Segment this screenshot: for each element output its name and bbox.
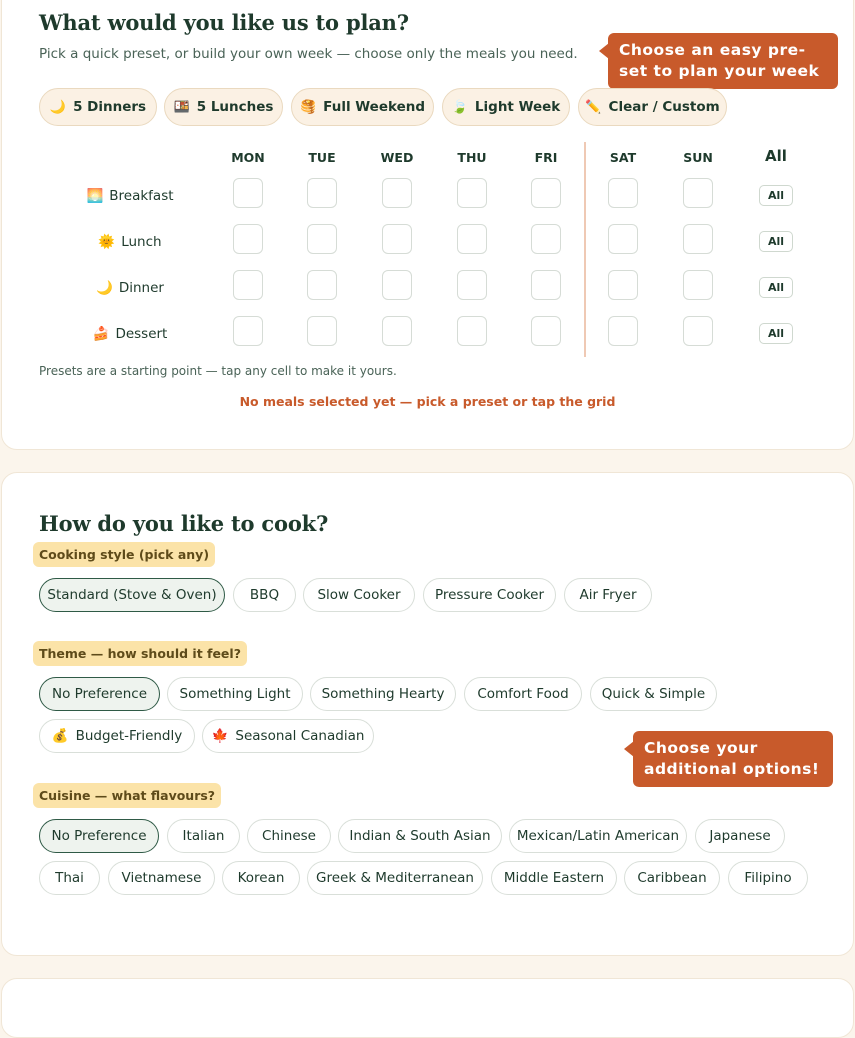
- cuisine-indian-south-asian[interactable]: Indian & South Asian: [338, 819, 502, 853]
- grid-cell-dinner-mon[interactable]: [233, 270, 263, 300]
- grid-cell-dinner-thu[interactable]: [457, 270, 487, 300]
- grid-cell-lunch-tue[interactable]: [307, 224, 337, 254]
- grid-cell-dinner-sun[interactable]: [683, 270, 713, 300]
- pencil-icon: ✏️: [585, 99, 602, 115]
- grid-cell-dessert-sun[interactable]: [683, 316, 713, 346]
- meal-label: Breakfast: [109, 188, 174, 204]
- plan-title: What would you like us to plan?: [39, 10, 409, 35]
- leaf-icon: 🍃: [451, 99, 468, 115]
- money-bag-icon: 💰: [51, 728, 69, 744]
- day-header-sat: SAT: [609, 150, 637, 165]
- preset-light-week[interactable]: [442, 88, 570, 126]
- cuisine-label: Cuisine — what flavours?: [33, 783, 221, 808]
- theme-something-hearty[interactable]: [310, 677, 456, 711]
- theme-something-light[interactable]: [167, 677, 303, 711]
- preset-5-lunches[interactable]: [164, 88, 283, 126]
- cuisine-filipino[interactable]: Filipino: [728, 861, 808, 895]
- preset-label: 5 Dinners: [73, 99, 147, 115]
- style-air-fryer[interactable]: Air Fryer: [564, 578, 652, 612]
- meal-label: Dessert: [115, 326, 168, 342]
- grid-cell-dessert-sat[interactable]: [608, 316, 638, 346]
- theme-budget-friendly[interactable]: [39, 719, 195, 753]
- grid-cell-lunch-sun[interactable]: [683, 224, 713, 254]
- cooking-style-label: Cooking style (pick any): [33, 542, 215, 567]
- day-header-thu: THU: [457, 150, 487, 165]
- grid-cell-breakfast-sun[interactable]: [683, 178, 713, 208]
- pancakes-icon: 🥞: [299, 99, 317, 115]
- day-header-mon: MON: [231, 150, 265, 165]
- grid-cell-dinner-fri[interactable]: [531, 270, 561, 300]
- grid-cell-breakfast-tue[interactable]: [307, 178, 337, 208]
- meal-row-lunch: [60, 234, 200, 250]
- plan-subtitle: Pick a quick preset, or build your own week — choose only the meals you need.: [39, 46, 578, 62]
- grid-cell-dessert-thu[interactable]: [457, 316, 487, 346]
- cuisine-japanese[interactable]: Japanese: [695, 819, 785, 853]
- grid-cell-dessert-wed[interactable]: [382, 316, 412, 346]
- preset-full-weekend[interactable]: [291, 88, 434, 126]
- cuisine-thai[interactable]: Thai: [39, 861, 100, 895]
- day-header-tue: TUE: [308, 150, 336, 165]
- preset-callout-text: Choose an easy pre-set to plan your week: [619, 41, 820, 80]
- weekend-divider: [584, 142, 586, 357]
- grid-cell-dinner-sat[interactable]: [608, 270, 638, 300]
- preset-callout: [608, 33, 838, 89]
- cuisine-korean[interactable]: Korean: [222, 861, 300, 895]
- cook-title: How do you like to cook?: [39, 511, 329, 536]
- theme-no-preference[interactable]: [39, 677, 160, 711]
- theme-seasonal-canadian[interactable]: [202, 719, 374, 753]
- day-header-sun: SUN: [683, 150, 713, 165]
- preset-label: Light Week: [474, 99, 561, 115]
- maple-leaf-icon: 🍁: [211, 728, 229, 744]
- preset-clear-custom[interactable]: [578, 88, 727, 126]
- preset-label: 5 Lunches: [196, 99, 274, 115]
- grid-cell-lunch-wed[interactable]: [382, 224, 412, 254]
- cuisine-greek-mediterranean[interactable]: Greek & Mediterranean: [307, 861, 483, 895]
- options-callout: [633, 731, 833, 787]
- grid-cell-lunch-mon[interactable]: [233, 224, 263, 254]
- theme-label: Theme — how should it feel?: [33, 641, 247, 666]
- cuisine-caribbean[interactable]: Caribbean: [624, 861, 720, 895]
- options-callout-text: Choose your additional options!: [644, 739, 820, 778]
- grid-cell-breakfast-sat[interactable]: [608, 178, 638, 208]
- cake-icon: 🍰: [92, 326, 110, 342]
- selection-status: No meals selected yet — pick a preset or tap the grid: [239, 394, 616, 409]
- bento-icon: 🍱: [173, 99, 190, 115]
- meal-row-breakfast: [60, 188, 200, 204]
- all-column-header: All: [765, 147, 787, 165]
- theme-chip-label: Something Hearty: [321, 686, 445, 702]
- sunrise-icon: 🌅: [86, 188, 104, 204]
- meal-row-dessert: [60, 326, 200, 342]
- grid-cell-dessert-mon[interactable]: [233, 316, 263, 346]
- cuisine-chinese[interactable]: Chinese: [247, 819, 331, 853]
- theme-chip-label: Comfort Food: [477, 686, 569, 702]
- day-header-fri: FRI: [534, 150, 558, 165]
- sun-icon: 🌞: [98, 234, 116, 250]
- preset-note: Presets are a starting point — tap any cell to make it yours.: [39, 364, 397, 378]
- grid-cell-dessert-tue[interactable]: [307, 316, 337, 346]
- theme-quick-simple[interactable]: [590, 677, 717, 711]
- grid-cell-breakfast-thu[interactable]: [457, 178, 487, 208]
- row-all-button-lunch[interactable]: All: [759, 231, 793, 252]
- grid-cell-breakfast-mon[interactable]: [233, 178, 263, 208]
- grid-cell-breakfast-fri[interactable]: [531, 178, 561, 208]
- cuisine-mexican-latin[interactable]: Mexican/Latin American: [509, 819, 687, 853]
- grid-cell-breakfast-wed[interactable]: [382, 178, 412, 208]
- theme-chip-label: Something Light: [179, 686, 291, 702]
- next-card: [1, 978, 854, 1038]
- moon-icon: 🌙: [49, 99, 67, 115]
- grid-cell-lunch-sat[interactable]: [608, 224, 638, 254]
- cuisine-italian[interactable]: Italian: [167, 819, 240, 853]
- preset-5-dinners[interactable]: [39, 88, 157, 126]
- theme-comfort-food[interactable]: [464, 677, 582, 711]
- style-standard[interactable]: Standard (Stove & Oven): [39, 578, 225, 612]
- cuisine-no-preference[interactable]: No Preference: [39, 819, 159, 853]
- theme-chip-label: Seasonal Canadian: [235, 728, 365, 744]
- grid-cell-dinner-wed[interactable]: [382, 270, 412, 300]
- meal-label: Dinner: [118, 280, 164, 296]
- style-pressure-cooker[interactable]: Pressure Cooker: [423, 578, 556, 612]
- meal-label: Lunch: [121, 234, 162, 250]
- grid-cell-lunch-fri[interactable]: [531, 224, 561, 254]
- theme-chip-label: Quick & Simple: [601, 686, 706, 702]
- meal-row-dinner: [60, 280, 200, 296]
- style-slow-cooker[interactable]: Slow Cooker: [303, 578, 415, 612]
- day-header-wed: WED: [380, 150, 414, 165]
- row-all-button-breakfast[interactable]: All: [759, 185, 793, 206]
- cuisine-middle-eastern[interactable]: Middle Eastern: [491, 861, 617, 895]
- row-all-button-dinner[interactable]: All: [759, 277, 793, 298]
- preset-label: Full Weekend: [323, 99, 426, 115]
- theme-chip-label: Budget-Friendly: [75, 728, 183, 744]
- cuisine-vietnamese[interactable]: Vietnamese: [108, 861, 215, 895]
- grid-cell-dinner-tue[interactable]: [307, 270, 337, 300]
- grid-cell-lunch-thu[interactable]: [457, 224, 487, 254]
- moon-icon: 🌙: [96, 280, 113, 296]
- preset-label: Clear / Custom: [608, 99, 720, 115]
- theme-chip-label: No Preference: [51, 686, 147, 702]
- style-bbq[interactable]: BBQ: [233, 578, 296, 612]
- row-all-button-dessert[interactable]: All: [759, 323, 793, 344]
- grid-cell-dessert-fri[interactable]: [531, 316, 561, 346]
